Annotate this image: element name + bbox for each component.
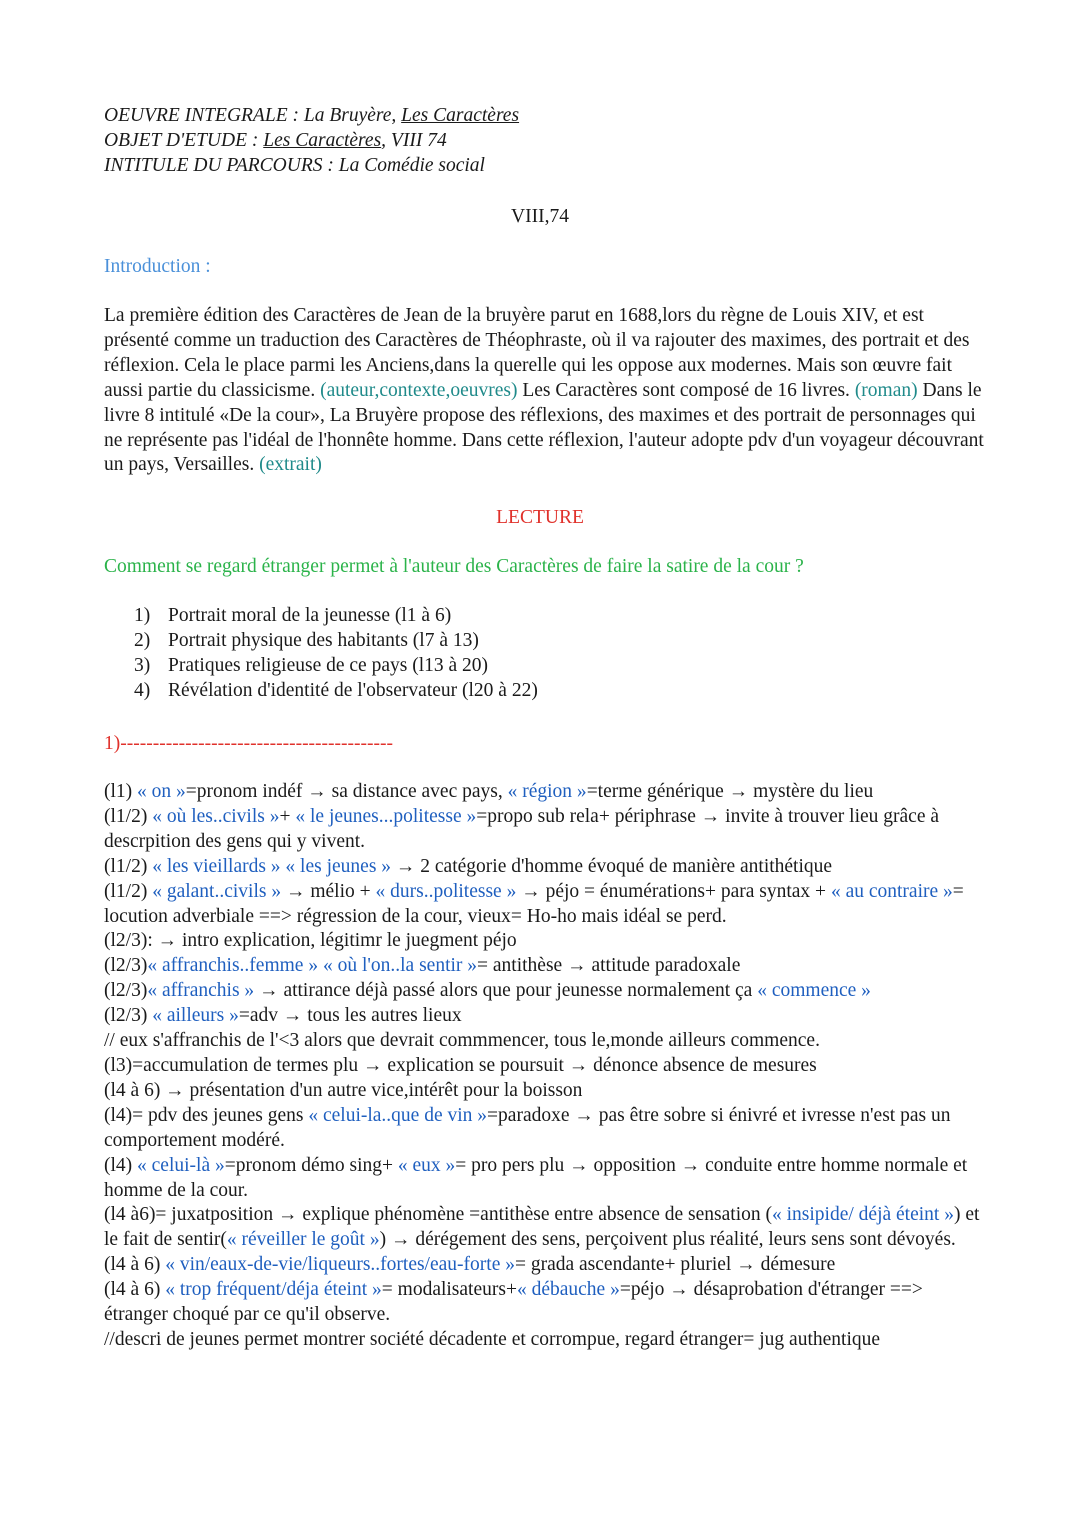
- lecture-heading: LECTURE: [496, 507, 584, 528]
- plan-item: 2) Portrait physique des habitants (l7 à 13): [134, 629, 479, 651]
- note-line: //descri de jeunes permet montrer société décadente et corrompue, regard étranger= jug authentique: [104, 1328, 881, 1350]
- plan-item: 4) Révélation d'identité de l'observateur (l20 à 22): [134, 679, 538, 701]
- intro-heading: Introduction :: [104, 256, 211, 277]
- intro-paragraph: La première édition des Caractères de Jean de la bruyère parut en 1688,lors du règne de Louis XIV, et est présenté comme un traduction des Caractères de Théophraste, où il va rajouter des maximes, des portrait et des réflexion. Cela le place parmi les Anciens,dans la querelle qui les oppose aux modernes. Mais son œuvre fait aussi partie du classicisme. (auteur,contexte,oeuvres) Les Caractères sont composé de 16 livres. (roman) Dans le livre 8 intitulé «De la cour», La Bruyère propose des réflexions, des maximes et des portrait de personnages qui ne représente pas l'idéal de l'honnête homme. Dans cette réflexion, l'auteur adopte pdv d'un voyageur découvrant un pays, Versailles. (extrait): [104, 305, 984, 476]
- document-header: [104, 104, 984, 179]
- plan-item: 3) Pratiques religieuse de ce pays (l13 à 20): [134, 654, 489, 676]
- header-object-title: Les Caractères: [263, 129, 382, 151]
- plan-item: 1) Portrait moral de la jeunesse (l1 à 6): [134, 605, 452, 626]
- analysis-notes: [104, 780, 984, 1353]
- note-line: (l4)= pdv des jeunes gens « celui-la..que de vin »=paradoxe → pas être sobre si énivré et ivresse n'est pas un comportement modéré.: [104, 1104, 951, 1151]
- header-line-objet: OBJET D'ETUDE : Les Caractères, VIII 74: [104, 129, 447, 151]
- note-line: (l4 à 6) « trop fréquent/déja éteint »= modalisateurs+« débauche »=péjo → désaprobation d'étranger ==> étranger choqué par ce qu'il observe.: [104, 1279, 923, 1326]
- note-line: (l3)=accumulation de termes plu → explication se poursuit → dénonce absence de mesures: [104, 1054, 817, 1076]
- header-title-link: Les Caractères: [401, 105, 520, 126]
- note-line: (l2/3)« affranchis » → attirance déjà passé alors que pour jeunesse normalement ça « commence »: [104, 980, 871, 1002]
- intro-tag-roman: (roman): [854, 379, 918, 401]
- plan-list: [134, 604, 834, 704]
- note-line: (l1) « on »=pronom indéf → sa distance avec pays, « région »=terme générique → mystère du lieu: [104, 781, 874, 802]
- intro-tag-author: (auteur,contexte,oeuvres): [320, 379, 518, 401]
- header-line-oeuvre: OEUVRE INTEGRALE : La Bruyère, Les Caractères: [104, 105, 520, 126]
- intro-tag-extrait: (extrait): [259, 454, 322, 476]
- note-line: (l4) « celui-là »=pronom démo sing+ « eux »= pro pers plu → opposition → conduite entre homme normale et homme de la cour.: [104, 1154, 968, 1201]
- problematic-question: Comment se regard étranger permet à l'auteur des Caractères de faire la satire de la cour ?: [104, 556, 804, 577]
- note-line: (l1/2) « les vieillards » « les jeunes » → 2 catégorie d'homme évoqué de manière antithétique: [104, 855, 833, 877]
- note-line: (l4 à 6) → présentation d'un autre vice,intérêt pour la boisson: [104, 1079, 583, 1101]
- note-line: (l2/3): → intro explication, légitimr le juegment péjo: [104, 930, 517, 952]
- text-reference: VIII,74: [511, 206, 569, 227]
- note-line: (l2/3)« affranchis..femme » « où l'on..la sentir »= antithèse → attitude paradoxale: [104, 955, 741, 977]
- note-line: (l4 à 6) « vin/eaux-de-vie/liqueurs..fortes/eau-forte »= grada ascendante+ pluriel → démesure: [104, 1254, 836, 1276]
- section-1-divider: 1)------------------------------------------: [104, 733, 393, 754]
- note-line: (l1/2) « galant..civils » → mélio + « durs..politesse » → péjo = énumérations+ para syntax + « au contraire »= locution adverbiale ==> régression de la cour, vieux= Ho-ho mais idéal se perd.: [104, 880, 964, 927]
- note-line: (l2/3) « ailleurs »=adv → tous les autres lieux: [104, 1005, 462, 1027]
- note-line: (l4 à6)= juxatposition → explique phénomène =antithèse entre absence de sensation (« insipide/ déjà éteint ») et le fait de sentir(« réveiller le goût ») → dérégement des sens, perçoivent plus réalité, leurs sens sont dévoyés.: [104, 1204, 980, 1251]
- header-line-parcours: INTITULE DU PARCOURS : La Comédie social: [104, 154, 485, 176]
- note-line: (l1/2) « où les..civils »+ « le jeunes...politesse »=propo sub rela+ périphrase → invite à trouver lieu grâce à descrpition des gens qui y vivent.: [104, 805, 940, 852]
- note-line: // eux s'affranchis de l'<3 alors que devrait commmencer, tous le,monde ailleurs commence.: [104, 1030, 820, 1052]
